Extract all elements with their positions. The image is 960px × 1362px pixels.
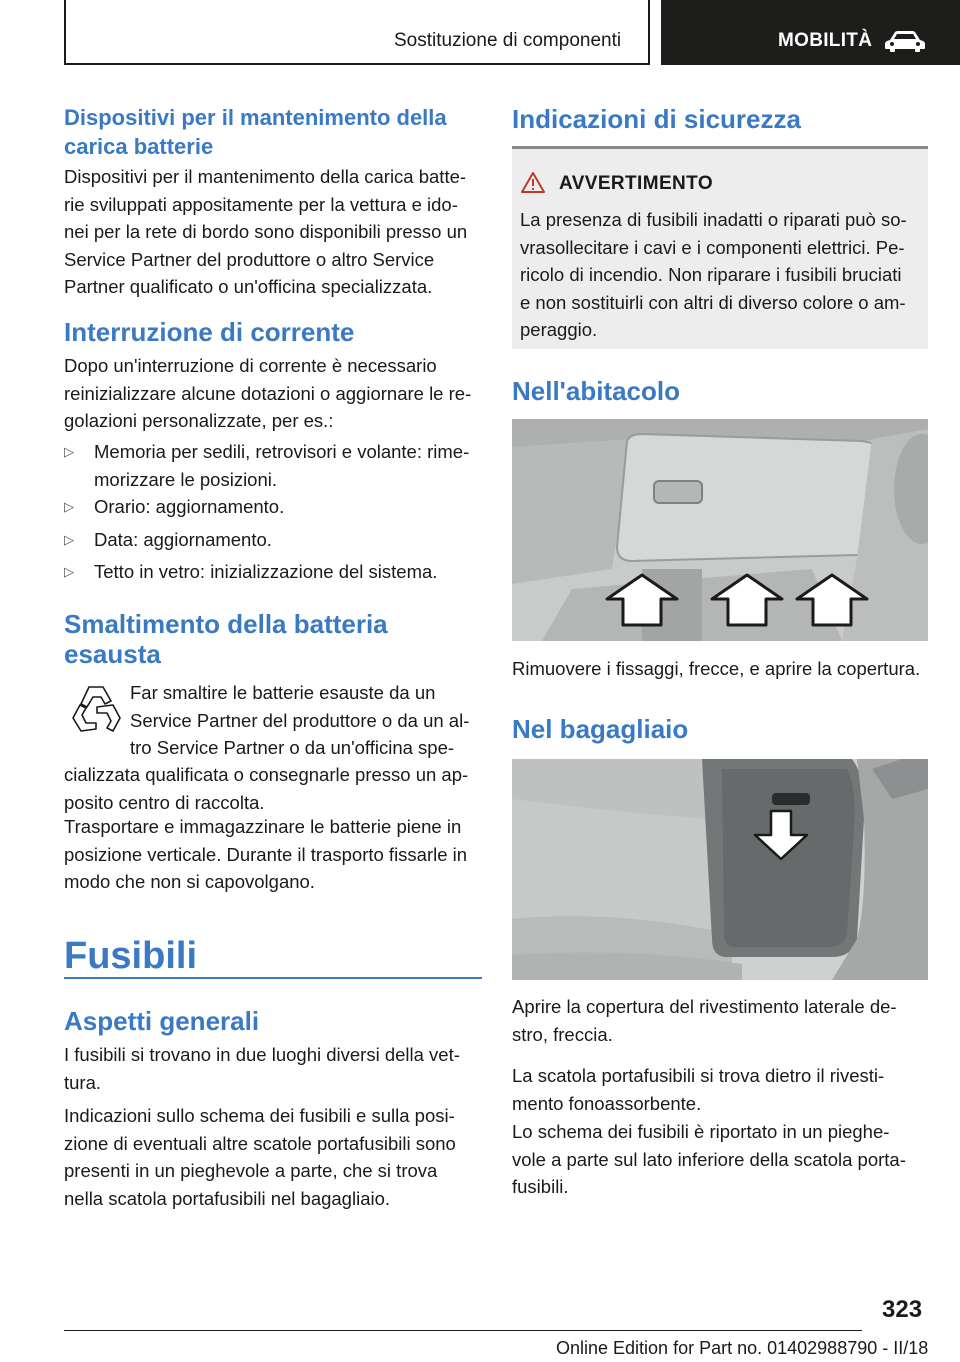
photo-cabin-glovebox — [512, 419, 928, 641]
heading-underline — [64, 977, 482, 979]
heading-abitacolo: Nell'abitacolo — [512, 376, 680, 406]
footer-edition: Online Edition for Part no. 01402988790 - II/18 — [556, 1338, 929, 1358]
header-chapter-title[interactable]: MOBILITÀ — [778, 30, 873, 51]
paragraph-bagagliaio-2: La scatola portafusibili si trova dietro il rivesti- mento fonoassorbente. — [512, 1065, 885, 1114]
triangle-bullet-icon: ▷ — [64, 444, 74, 459]
page-number: 323 — [882, 1296, 923, 1323]
warning-top-rule — [512, 146, 928, 149]
list-item: ▷ Memoria per sedili, retrovisori e volante: rime- morizzare le posizioni. — [64, 438, 482, 494]
heading-aspetti: Aspetti generali — [64, 1006, 260, 1036]
caption-abitacolo: Rimuovere i fissaggi, frecce, e aprire la copertura. — [512, 658, 921, 679]
list-item: ▷ Data: aggiornamento. — [64, 526, 482, 554]
warning-icon — [520, 171, 546, 194]
photo-trunk-panel — [512, 759, 928, 980]
paragraph-trasporto: Trasportare e immagazzinare le batterie piene in posizione verticale. Durante il trasporto fissarle in modo che non si capovolgano. — [64, 816, 468, 892]
paragraph-bagagliaio-3: Lo schema dei fusibili è riportato in un pieghe- vole a parte sul lato inferiore della scatola porta- fusibili. — [512, 1121, 906, 1197]
paragraph-interruzione: Dopo un'interruzione di corrente è necessario reinizializzare alcune dotazioni o aggiornare le re- golazioni personalizzate, per es.: — [64, 355, 472, 431]
list-item: ▷ Tetto in vetro: inizializzazione del sistema. — [64, 558, 482, 586]
heading-bagagliaio: Nel bagagliaio — [512, 714, 689, 744]
car-icon — [884, 29, 926, 53]
warning-title: AVVERTIMENTO — [559, 173, 713, 194]
paragraph-dispositivi: Dispositivi per il mantenimento della carica batte- rie sviluppati appositamente per la vettura e ido- nei per la rete di bordo sono disponibili presso un Service Partner del produttore o altro Service Partner qualificato o un'officina specializzata. — [64, 166, 468, 297]
paragraph-smaltimento-cont: cializzata qualificata o consegnarle presso un ap- posito centro di raccolta. — [64, 764, 469, 813]
paragraph-smaltimento-indent: Far smaltire le batterie esauste da un Service Partner del produttore o da un al- tro Service Partner o da un'officina spe- — [130, 682, 470, 758]
warning-text: La presenza di fusibili inadatti o riparati può so- vrasollecitare i cavi e i componenti elettrici. Pe- ricolo di incendio. Non riparare i fusibili bruciati e non sostituirli con altri di diverso colore o am- peraggio. — [520, 209, 907, 340]
heading-interruzione: Interruzione di corrente — [64, 317, 355, 347]
heading-fusibili: Fusibili — [64, 935, 197, 977]
paragraph-bagagliaio-1: Aprire la copertura del rivestimento laterale de- stro, freccia. — [512, 996, 897, 1045]
paragraph-aspetti-1: I fusibili si trovano in due luoghi diversi della vet- tura. — [64, 1044, 460, 1093]
header-section-title: Sostituzione di componenti — [394, 30, 622, 51]
footer-rule — [64, 1330, 862, 1331]
heading-dispositivi: Dispositivi per il mantenimento della carica batterie — [64, 105, 447, 159]
paragraph-aspetti-2: Indicazioni sullo schema dei fusibili e sulla posi- zione di eventuali altre scatole portafusibili sono presenti in un pieghevole a parte, che si trova nella scatola portafusibili nel bagagliaio. — [64, 1105, 456, 1209]
list-item: ▷ Orario: aggiornamento. — [64, 493, 482, 521]
triangle-bullet-icon: ▷ — [64, 532, 74, 547]
triangle-bullet-icon: ▷ — [64, 564, 74, 579]
heading-sicurezza: Indicazioni di sicurezza — [512, 104, 801, 134]
triangle-bullet-icon: ▷ — [64, 499, 74, 514]
recycle-icon — [67, 681, 125, 737]
heading-smaltimento: Smaltimento della batteria esausta — [64, 609, 388, 669]
